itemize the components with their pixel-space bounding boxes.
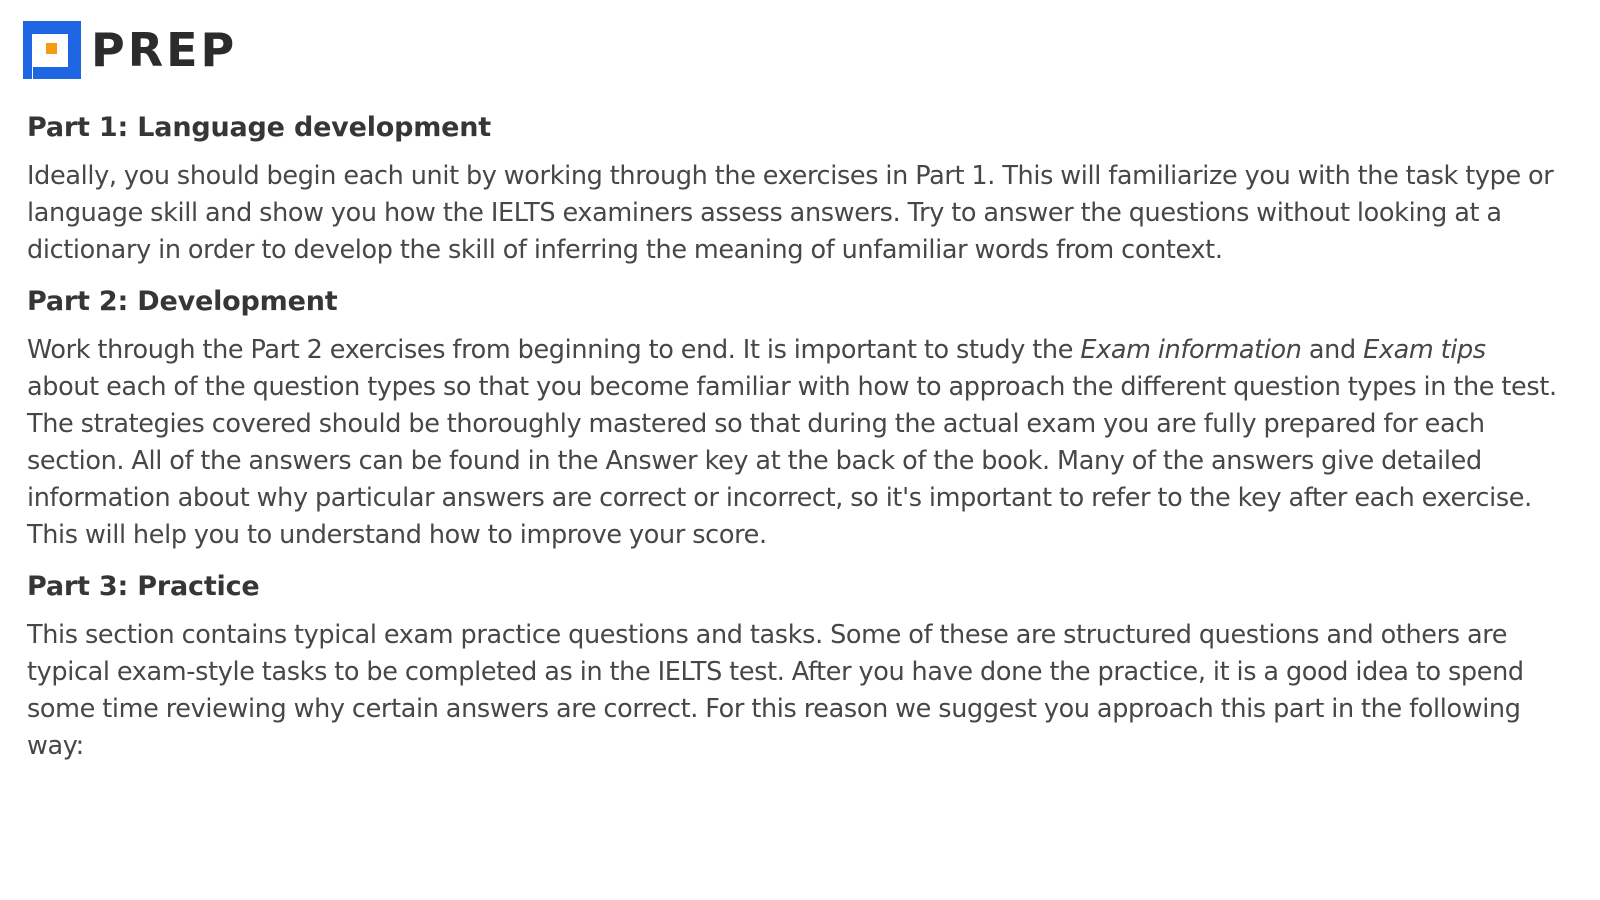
exam-tips-term: Exam tips [1363,335,1486,365]
section-heading: Part 2: Development [27,286,338,317]
section-part-3 [27,564,1562,765]
paragraph-text: and [1301,335,1364,365]
section-heading: Part 3: Practice [27,571,260,602]
section-paragraph [27,325,1562,554]
exam-information-term: Exam information [1080,335,1302,365]
section-paragraph: Ideally, you should begin each unit by working through the exercises in Part 1. This will familiarize you with the task type or language skill and show you how the IELTS examiners assess answers. Try to answer the questions without looking at a dictionary in order to develop the skill of inferring the meaning of unfamiliar words from context. [27,161,1554,265]
section-paragraph: This section contains typical exam practice questions and tasks. Some of these are structured questions and others are typical exam-style tasks to be completed as in the IELTS test. After you have done the practice, it is a good idea to spend some time reviewing why certain answers are correct. For this reason we suggest you approach this part in the following way: [27,620,1524,761]
section-part-1 [27,105,1562,269]
section-part-2 [27,279,1562,554]
section-heading: Part 1: Language development [27,112,491,143]
paragraph-text: about each of the question types so that you become familiar with how to approach the different question types in the test. The strategies covered should be thoroughly mastered so that during the actual exam you are fully prepared for each section. All of the answers can be found in the Answer key at the back of the book. Many of the answers give detailed information about why particular answers are correct or incorrect, so it's important to refer to the key after each exercise. This will help you to understand how to improve your score. [27,372,1557,550]
brand-name: PREP [91,23,238,77]
prep-logo [23,21,237,79]
paragraph-text: Work through the Part 2 exercises from beginning to end. It is important to study the [27,335,1081,365]
prep-logo-icon [23,21,81,79]
document-body [27,105,1562,775]
